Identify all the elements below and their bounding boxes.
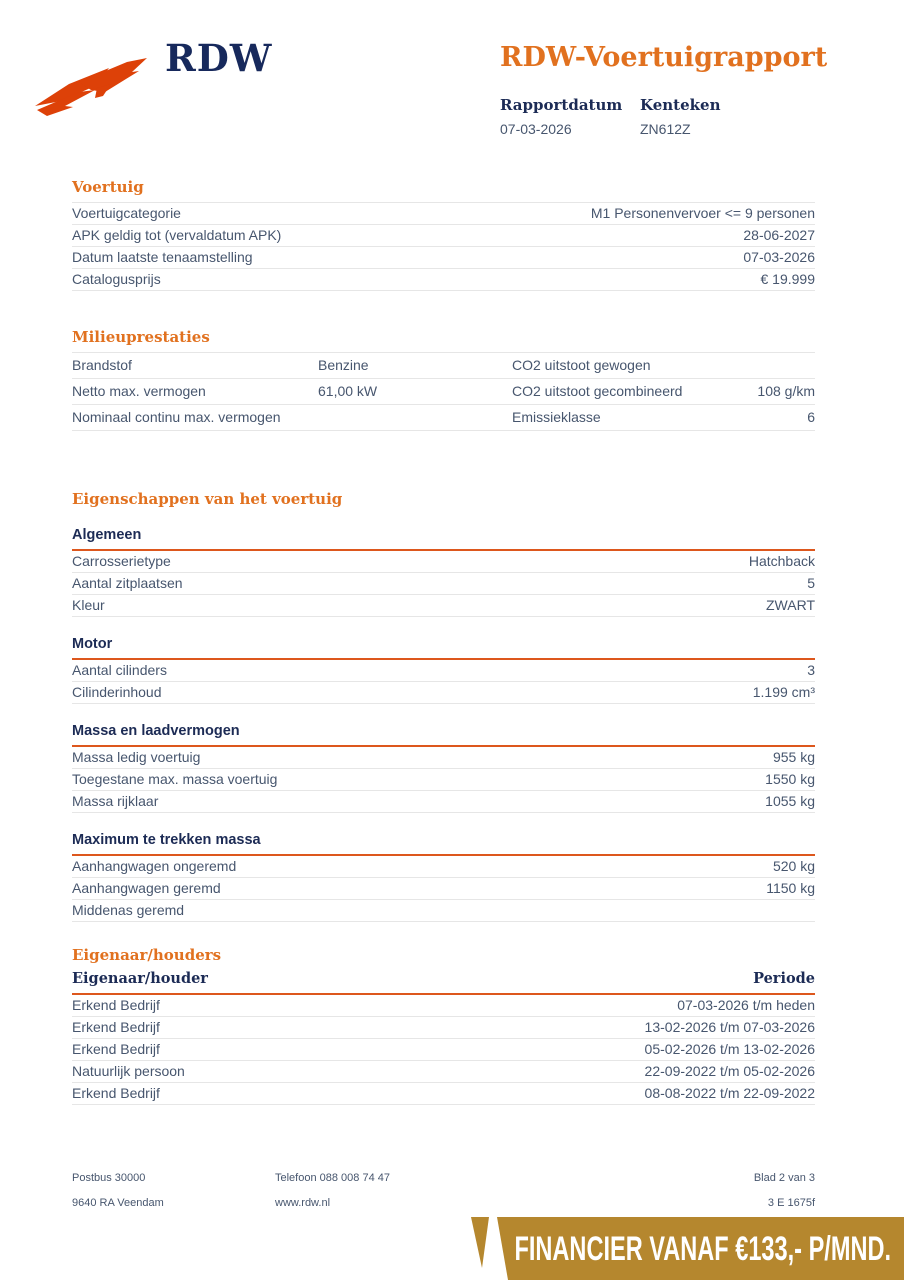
table-row bbox=[72, 1017, 815, 1039]
banner-text: FINANCIER VANAF €133,- P/MND. bbox=[514, 1228, 891, 1268]
footer-phone: Telefoon 088 008 74 47 bbox=[275, 1172, 390, 1184]
row-label: Middenas geremd bbox=[72, 902, 185, 918]
table-row bbox=[72, 551, 815, 573]
owner-period: 13-02-2026 t/m 07-03-2026 bbox=[644, 1019, 815, 1035]
report-date-value: 07-03-2026 bbox=[500, 121, 572, 137]
table-row bbox=[72, 900, 815, 922]
row-label: Aanhangwagen geremd bbox=[72, 880, 221, 896]
owner-period: 08-08-2022 t/m 22-09-2022 bbox=[644, 1085, 815, 1101]
row-value: 3 bbox=[807, 662, 815, 678]
report-date-label: Rapportdatum bbox=[500, 96, 623, 114]
group-title: Massa en laadvermogen bbox=[72, 723, 815, 747]
section-eigenschappen bbox=[72, 490, 815, 922]
table-row bbox=[72, 1039, 815, 1061]
section-heading: Voertuig bbox=[72, 178, 144, 196]
table-row bbox=[72, 225, 815, 247]
row-label: Massa rijklaar bbox=[72, 793, 159, 809]
footer-address-line2: 9640 RA Veendam bbox=[72, 1197, 164, 1209]
page-footer bbox=[72, 1172, 815, 1222]
license-plate-label: Kenteken bbox=[640, 96, 721, 114]
table-row bbox=[72, 379, 815, 405]
table-row bbox=[72, 353, 815, 379]
row-value: M1 Personenvervoer <= 9 personen bbox=[590, 205, 815, 221]
rdw-logo bbox=[35, 36, 335, 120]
rdw-feather-icon bbox=[35, 54, 150, 120]
section-voertuig bbox=[72, 178, 815, 291]
row-value: 1150 kg bbox=[766, 880, 815, 896]
section-heading: Milieuprestaties bbox=[72, 328, 210, 346]
footer-website: www.rdw.nl bbox=[275, 1197, 331, 1209]
rdw-wordmark: RDW bbox=[165, 36, 273, 80]
row-label: Nominaal continu max. vermogen bbox=[72, 409, 281, 425]
owner-period: 05-02-2026 t/m 13-02-2026 bbox=[644, 1041, 815, 1057]
table-row bbox=[72, 747, 815, 769]
row-value: 108 g/km bbox=[757, 383, 815, 399]
row-value: 520 kg bbox=[772, 858, 815, 874]
group-title: Algemeen bbox=[72, 527, 815, 551]
table-row bbox=[72, 269, 815, 291]
row-value: Hatchback bbox=[748, 553, 815, 569]
table-row bbox=[72, 1083, 815, 1105]
group-title: Motor bbox=[72, 636, 815, 660]
owners-table-header bbox=[72, 970, 815, 995]
row-label: Voertuigcategorie bbox=[72, 205, 181, 221]
group-algemeen bbox=[72, 527, 815, 617]
row-label: APK geldig tot (vervaldatum APK) bbox=[72, 227, 282, 243]
table-row bbox=[72, 769, 815, 791]
owner-name: Natuurlijk persoon bbox=[72, 1063, 185, 1079]
table-row bbox=[72, 595, 815, 617]
section-eigenaars bbox=[72, 946, 815, 1105]
footer-page-number: Blad 2 van 3 bbox=[753, 1172, 815, 1184]
row-value: 955 kg bbox=[772, 749, 815, 765]
row-label: Massa ledig voertuig bbox=[72, 749, 201, 765]
row-label: Datum laatste tenaamstelling bbox=[72, 249, 253, 265]
row-label: Catalogusprijs bbox=[72, 271, 161, 287]
table-row bbox=[72, 573, 815, 595]
owner-name: Erkend Bedrijf bbox=[72, 1019, 160, 1035]
row-label: Emissieklasse bbox=[512, 409, 601, 425]
row-value: 07-03-2026 bbox=[743, 249, 815, 265]
row-value: 1.199 cm³ bbox=[752, 684, 815, 700]
footer-address-line1: Postbus 30000 bbox=[72, 1172, 146, 1184]
row-label: Netto max. vermogen bbox=[72, 383, 206, 399]
table-row bbox=[72, 856, 815, 878]
row-value: ZWART bbox=[766, 597, 815, 613]
owner-name: Erkend Bedrijf bbox=[72, 1085, 160, 1101]
row-label: CO2 uitstoot gewogen bbox=[512, 357, 651, 373]
row-label: Brandstof bbox=[72, 357, 132, 373]
report-title: RDW-Voertuigrapport bbox=[500, 42, 828, 73]
row-label: Cilinderinhoud bbox=[72, 684, 162, 700]
row-value: 5 bbox=[807, 575, 815, 591]
report-meta bbox=[500, 96, 780, 137]
owner-period: 07-03-2026 t/m heden bbox=[677, 997, 815, 1013]
row-value bbox=[318, 410, 512, 424]
row-label: Kleur bbox=[72, 597, 105, 613]
row-label: CO2 uitstoot gecombineerd bbox=[512, 383, 683, 399]
table-row bbox=[72, 878, 815, 900]
table-row bbox=[72, 791, 815, 813]
row-label: Aantal zitplaatsen bbox=[72, 575, 183, 591]
section-milieuprestaties bbox=[72, 328, 815, 431]
row-value: 61,00 kW bbox=[318, 383, 378, 399]
owner-name: Erkend Bedrijf bbox=[72, 1041, 160, 1057]
section-heading: Eigenschappen van het voertuig bbox=[72, 490, 343, 508]
owner-name: Erkend Bedrijf bbox=[72, 997, 160, 1013]
table-row bbox=[72, 203, 815, 225]
column-header-owner: Eigenaar/houder bbox=[72, 970, 208, 987]
column-header-period: Periode bbox=[753, 970, 815, 987]
row-label: Toegestane max. massa voertuig bbox=[72, 771, 278, 787]
table-row bbox=[72, 995, 815, 1017]
row-label: Aanhangwagen ongeremd bbox=[72, 858, 237, 874]
row-value: 1055 kg bbox=[765, 793, 815, 809]
group-massa bbox=[72, 723, 815, 813]
finance-banner[interactable] bbox=[455, 1217, 904, 1280]
table-row bbox=[72, 247, 815, 269]
group-motor bbox=[72, 636, 815, 704]
table-row bbox=[72, 660, 815, 682]
group-trekken bbox=[72, 832, 815, 922]
group-title: Maximum te trekken massa bbox=[72, 832, 815, 856]
row-value: € 19.999 bbox=[760, 271, 815, 287]
table-row bbox=[72, 1061, 815, 1083]
row-label: Aantal cilinders bbox=[72, 662, 167, 678]
row-value: 28-06-2027 bbox=[743, 227, 815, 243]
row-label: Carrosserietype bbox=[72, 553, 171, 569]
owner-period: 22-09-2022 t/m 05-02-2026 bbox=[644, 1063, 815, 1079]
row-value: 6 bbox=[807, 409, 815, 425]
table-row bbox=[72, 682, 815, 704]
license-plate-value: ZN612Z bbox=[640, 121, 691, 137]
row-value: Benzine bbox=[318, 357, 369, 373]
footer-doc-code: 3 E 1675f bbox=[767, 1197, 815, 1209]
row-value: 1550 kg bbox=[765, 771, 815, 787]
section-heading: Eigenaar/houders bbox=[72, 946, 222, 964]
table-row bbox=[72, 405, 815, 431]
